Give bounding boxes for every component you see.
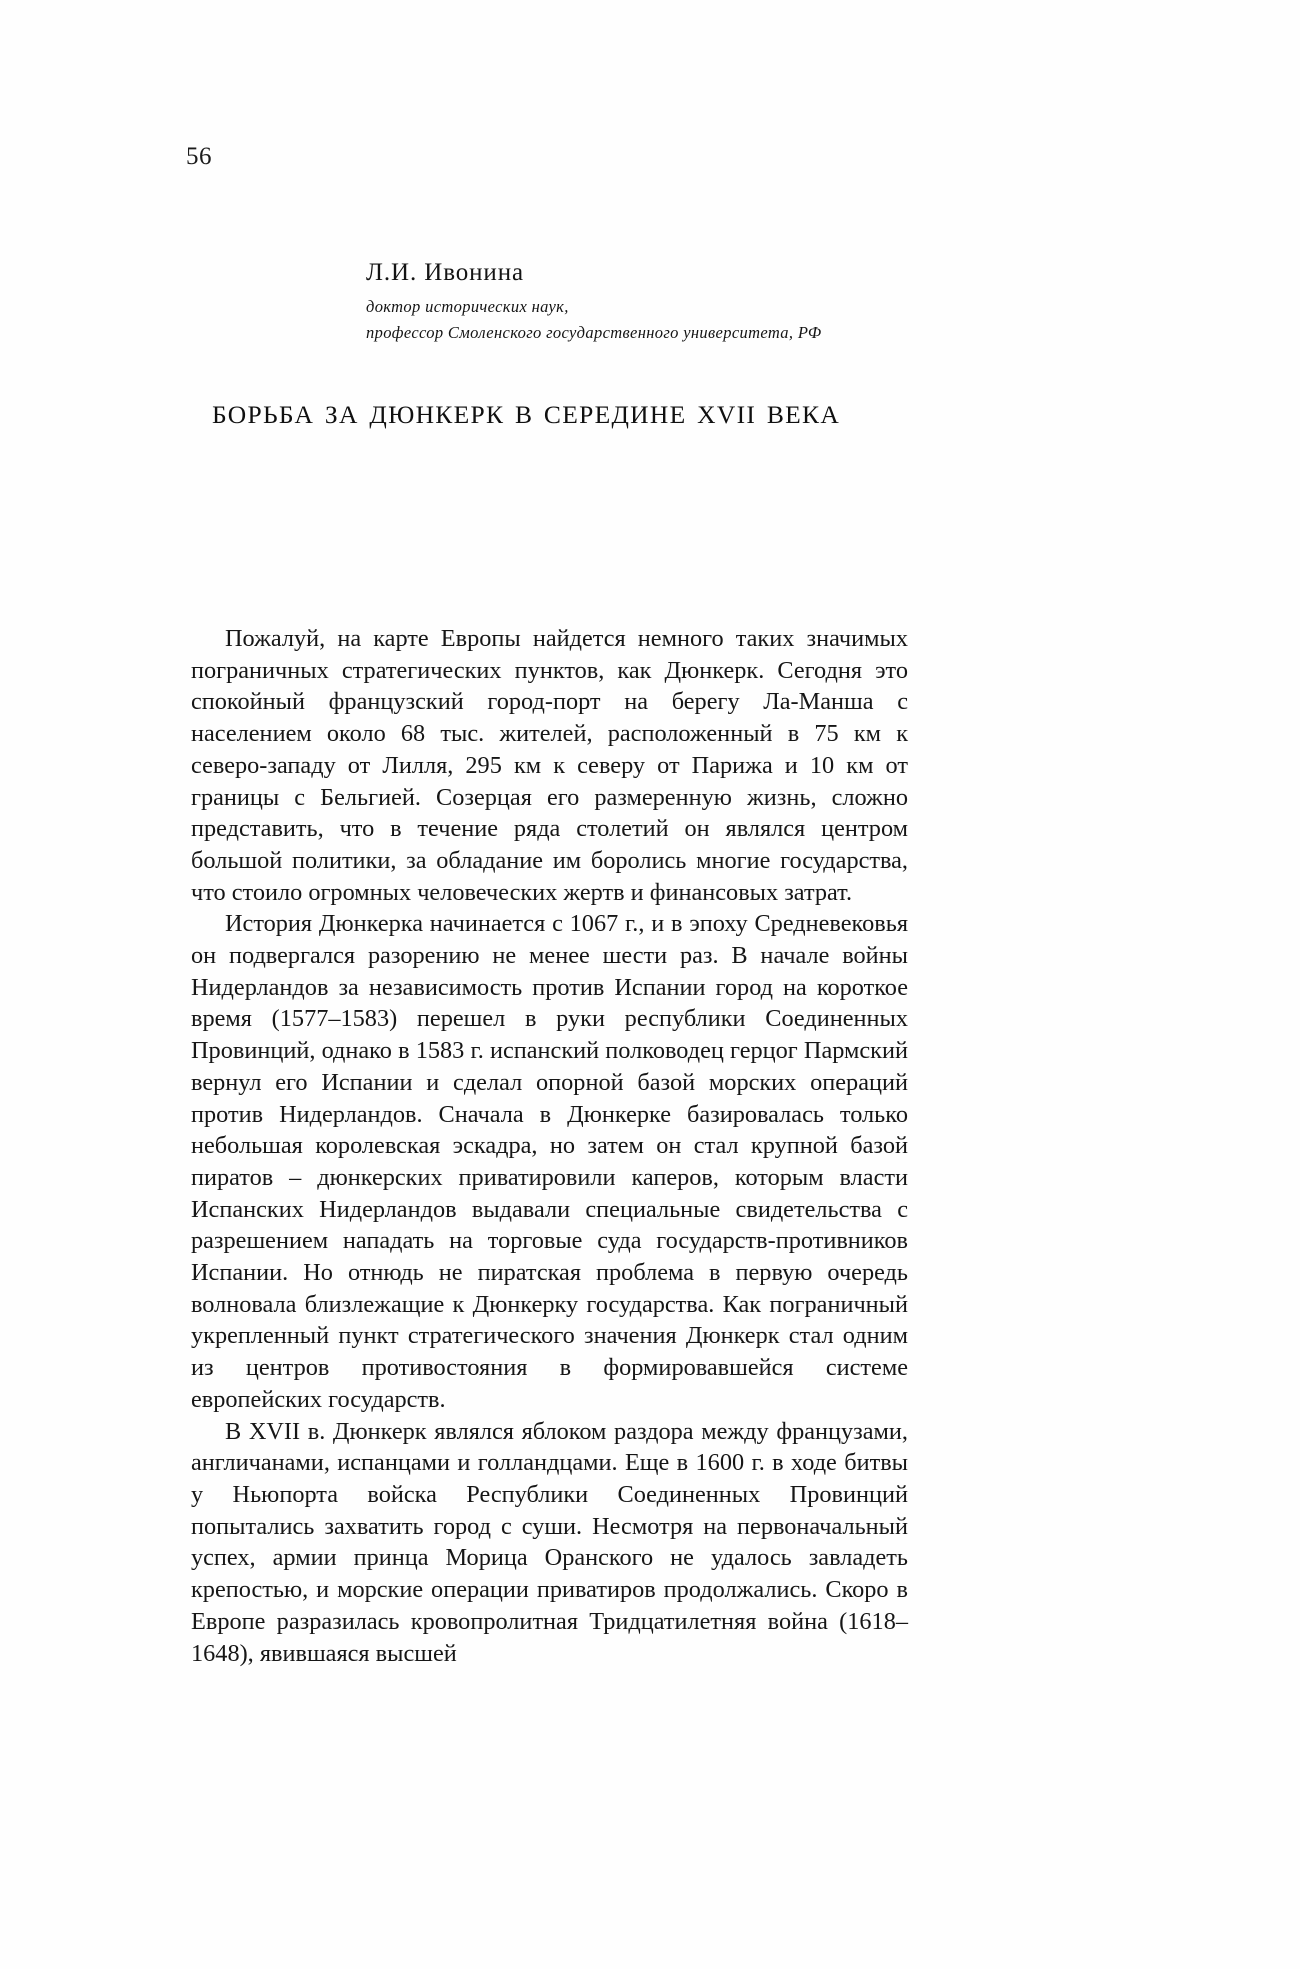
author-role: доктор исторических наук, (366, 297, 569, 316)
body-paragraph: История Дюнкерка начинается с 1067 г., и в эпоху Средневековья он подвергался разорению не менее шести раз. В начале войны Нидерландов за независимость против Испании город на короткое время (1577–1583) перешел в руки республики Соединенных Провинций, однако в 1583 г. испанский полководец герцог Пармский вернул его Испании и сделал опорной базой морских операций против Нидерландов. Сначала в Дюнкерке базировалась только небольшая королевская эскадра, но затем он стал крупной базой пиратов – дюнкерских приватировили каперов, которым власти Испанских Нидерландов выдавали специальные свидетельства с разрешением нападать на торговые суда государств-противников Испании. Но отнюдь не пиратская проблема в первую очередь волновала близлежащие к Дюнкерку государства. Как пограничный укрепленный пункт стратегического значения Дюнкерк стал одним из центров противостояния в формировавшейся системе европейских государств. (191, 910, 908, 1413)
article-title: БОРЬБА ЗА ДЮНКЕРК В СЕРЕДИНЕ XVII ВЕКА (212, 400, 841, 429)
body-paragraph: В XVII в. Дюнкерк являлся яблоком раздора между французами, англичанами, испанцами и голландцами. Еще в 1600 г. в ходе битвы у Ньюпорта войска Республики Соединенных Провинций попытались захватить город с суши. Несмотря на первоначальный успех, армии принца Морица Оранского не удалось завладеть крепостью, и морские операции приватиров продолжались. Скоро в Европе разразилась кровопролитная Тридцатилетняя война (1618–1648), явившаяся высшей (191, 1417, 908, 1667)
article-body (191, 623, 908, 1669)
author-affiliation: профессор Смоленского государственного университета, РФ (366, 322, 822, 342)
page-number: 56 (186, 143, 212, 170)
author-name: Л.И. Ивонина (366, 259, 524, 286)
body-paragraph: Пожалуй, на карте Европы найдется немного таких значимых пограничных стратегических пунктов, как Дюнкерк. Сегодня это спокойный французский город-порт на берегу Ла-Манша с населением около 68 тыс. жителей, расположенный в 75 км к северо-западу от Лилля, 295 км к северу от Парижа и 10 км от границы с Бельгией. Созерцая его размеренную жизнь, сложно представить, что в течение ряда столетий он являлся центром большой политики, за обладание им боролись многие государства, что стоило огромных человеческих жертв и финансовых затрат. (191, 625, 908, 906)
author-block (366, 258, 1066, 345)
